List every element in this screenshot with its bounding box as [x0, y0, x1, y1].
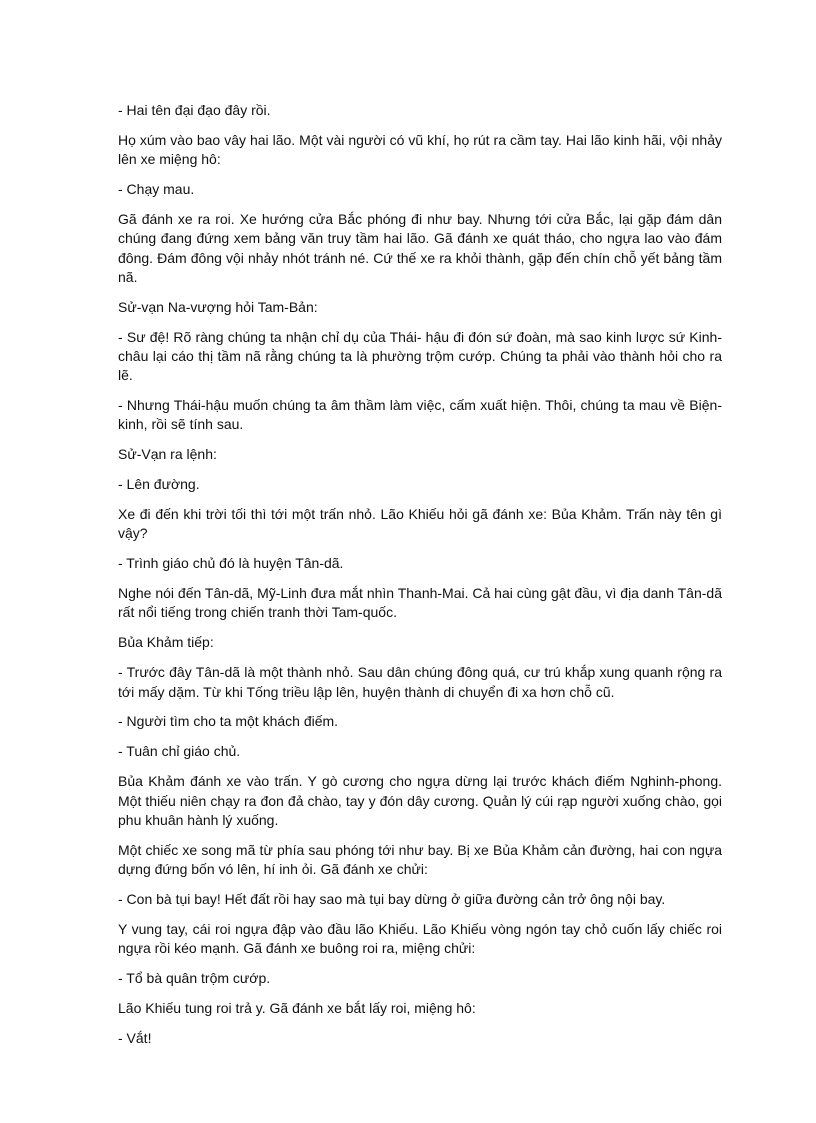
paragraph: Gã đánh xe ra roi. Xe hướng cửa Bắc phóng đi như bay. Nhưng tới cửa Bắc, lại gặp đám dân chúng đang đứng xem bảng văn truy tầm hai lão. Gã đánh xe quát tháo, cho ngựa lao vào đám đông. Đám đông vội nhảy nhót tránh né. Cứ thế xe ra khỏi thành, gặp đến chín chỗ yết bảng tầm nã. — [118, 210, 722, 285]
paragraph: - Hai tên đại đạo đây rồi. — [118, 102, 271, 118]
paragraph: - Người tìm cho ta một khách điếm. — [118, 713, 339, 730]
paragraph: Xe đi đến khi trời tối thì tới một trấn nhỏ. Lão Khiếu hỏi gã đánh xe: Bủa Khảm. Trấn này tên gì vậy? — [118, 506, 722, 542]
paragraph: - Trước đây Tân-dã là một thành nhỏ. Sau dân chúng đông quá, cư trú khắp xung quanh rộng ra tới mấy dặm. Từ khi Tống triều lập lên, huyện thành di chuyển đi xa hơn chỗ cũ. — [118, 664, 722, 700]
paragraph: Một chiếc xe song mã từ phía sau phóng tới như bay. Bị xe Bủa Khảm cản đường, hai con ngựa dựng đứng bốn vó lên, hí inh ỏi. Gã đánh xe chửi: — [118, 841, 722, 877]
paragraph: Sử-Vạn ra lệnh: — [118, 446, 217, 463]
paragraph: - Chạy mau. — [118, 181, 195, 198]
paragraph: - Sư đệ! Rõ ràng chúng ta nhận chỉ dụ của Thái- hậu đi đón sứ đoàn, mà sao kinh lược sứ Kinh-châu lại cáo thị tầm nã rằng chúng ta là phường trộm cướp. Chúng ta phải vào thành hỏi cho ra lẽ. — [118, 328, 722, 384]
paragraph: Y vung tay, cái roi ngựa đập vào đầu lão Khiếu. Lão Khiếu vòng ngón tay chỏ cuốn lấy chiếc roi ngựa rồi kéo mạnh. Gã đánh xe buông roi ra, miệng chửi: — [118, 920, 722, 957]
paragraph: - Lên đường. — [118, 476, 200, 493]
paragraph: - Vắt! — [118, 1029, 152, 1046]
paragraph: - Con bà tụi bay! Hết đất rồi hay sao mà tụi bay dừng ở giữa đường cản trở ông nội bay. — [118, 890, 666, 907]
paragraph: Bủa Khảm tiếp: — [118, 634, 214, 651]
paragraph: - Trình giáo chủ đó là huyện Tân-dã. — [118, 555, 344, 572]
paragraph: Nghe nói đến Tân-dã, Mỹ-Linh đưa mắt nhìn Thanh-Mai. Cả hai cùng gật đầu, vì địa danh Tân-dã rất nổi tiếng trong chiến tranh thời Tam-quốc. — [118, 585, 722, 621]
paragraph: Bủa Khảm đánh xe vào trấn. Y gò cương cho ngựa dừng lại trước khách điếm Nghinh-phong. Một thiếu niên chạy ra đon đả chào, tay y đón dây cương. Quản lý cúi rạp người xuống chào, gọi phu khuân hành lý xuống. — [118, 773, 722, 828]
paragraph: - Nhưng Thái-hậu muốn chúng ta âm thầm làm việc, cấm xuất hiện. Thôi, chúng ta mau về Biện-kinh, rồi sẽ tính sau. — [118, 397, 722, 433]
paragraph: - Tuân chỉ giáo chủ. — [118, 743, 241, 760]
paragraph: Họ xúm vào bao vây hai lão. Một vài người có vũ khí, họ rút ra cầm tay. Hai lão kinh hãi, vội nhảy lên xe miệng hô: — [118, 131, 722, 168]
paragraph: Sử-vạn Na-vượng hỏi Tam-Bản: — [118, 298, 318, 315]
paragraph: Lão Khiếu tung roi trả y. Gã đánh xe bắt lấy roi, miệng hô: — [118, 999, 476, 1016]
paragraph: - Tổ bà quân trộm cướp. — [118, 969, 271, 986]
